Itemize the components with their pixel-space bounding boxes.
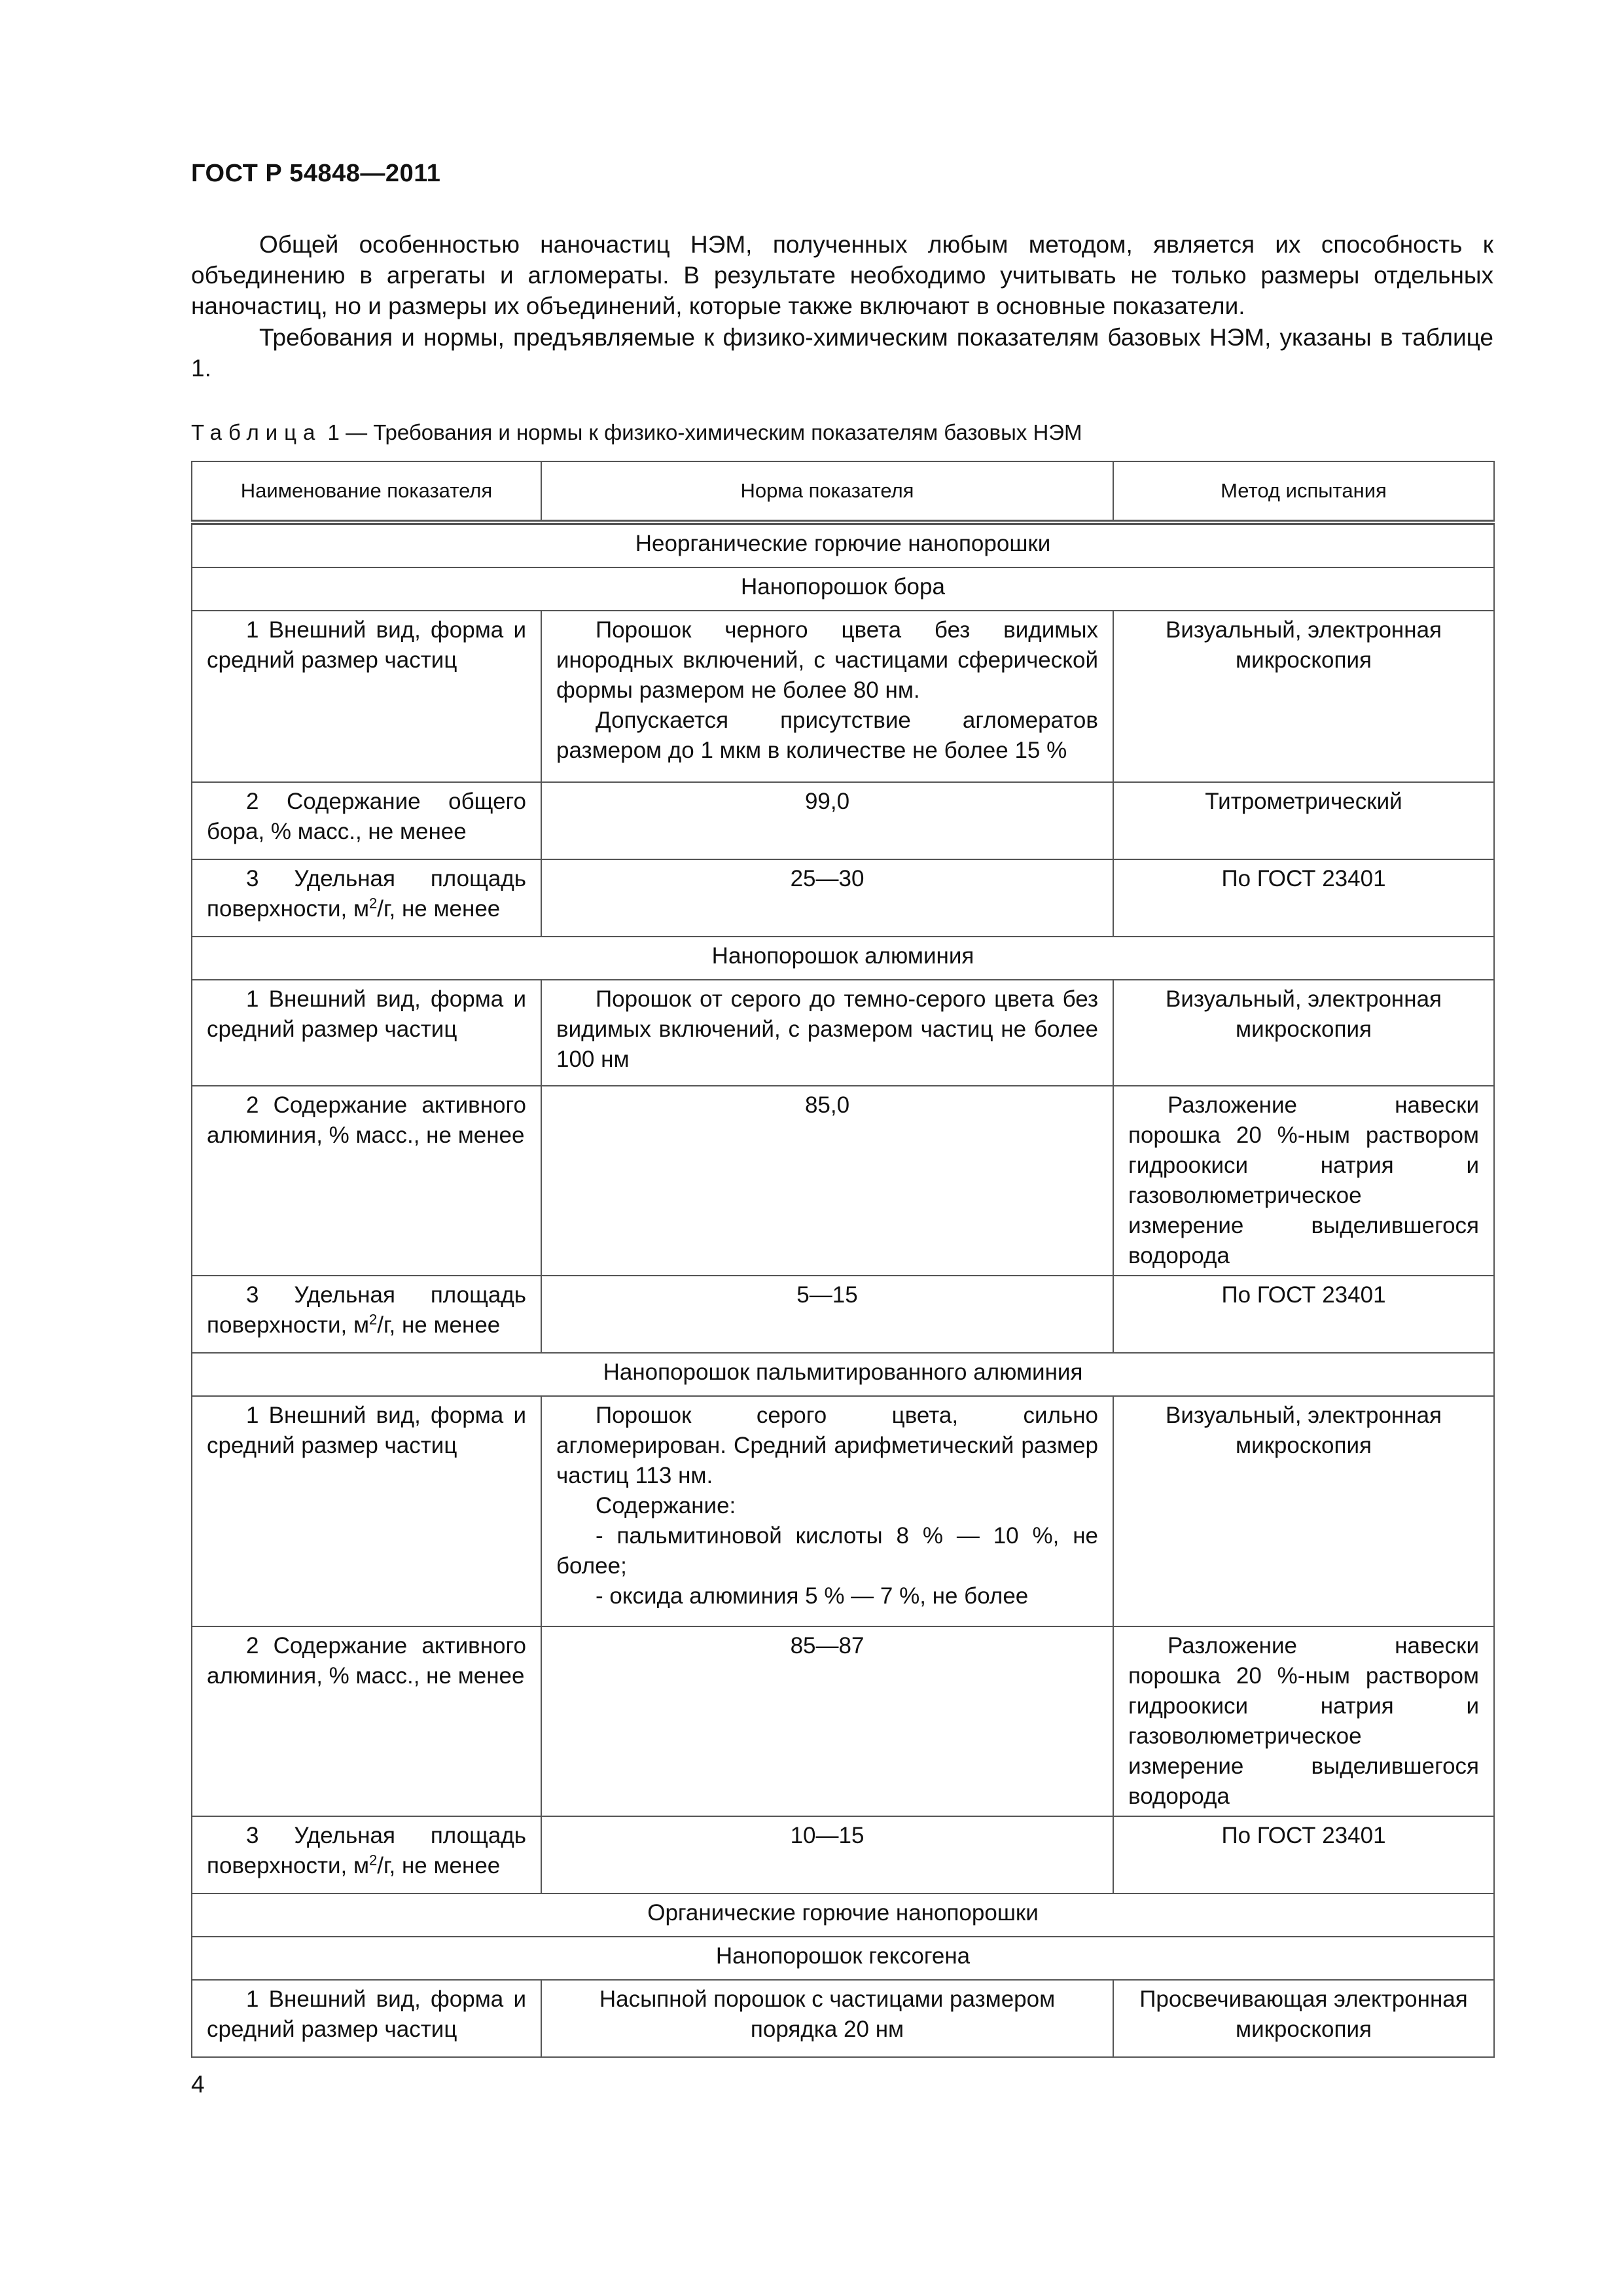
cell-norm-text: Порошок от серого до темно-серого цвета без видимых включений, с размером частиц не более 100 нм [556,986,1098,1072]
table-row [192,522,1494,567]
table-row [192,567,1494,611]
superscript: 2 [369,1852,378,1869]
table-row [192,1980,1494,2057]
cell-name-text: 1 Внешний вид, форма и средний размер частиц [207,986,526,1042]
subsection-boron: Нанопорошок бора [192,567,1494,611]
cell-norm [541,1396,1113,1626]
cell-norm: 10—15 [541,1816,1113,1893]
cell-name-text: 1 Внешний вид, форма и средний размер частиц [207,617,526,673]
table-row [192,980,1494,1086]
table-caption-title: 1 — Требования и нормы к физико-химическим показателям базовых НЭМ [321,420,1082,444]
cell-name-text: /г, не менее [377,1853,501,1878]
cell-name [192,1276,541,1353]
cell-method: Просвечивающая электронная микроскопия [1113,1980,1494,2057]
cell-norm-text: Допускается присутствие агломератов размером до 1 мкм в количестве не более 15 % [556,708,1098,763]
cell-name [192,980,541,1086]
cell-name [192,782,541,859]
cell-name [192,1816,541,1893]
table-caption [191,420,1082,445]
cell-name-text: 3 Удельная площадь поверхности, м [207,866,526,922]
cell-name [192,1980,541,2057]
table-row [192,859,1494,937]
table-row [192,1937,1494,1980]
cell-name-text: 3 Удельная площадь поверхности, м [207,1823,526,1878]
requirements-table [191,461,1495,2058]
cell-name [192,1626,541,1816]
cell-norm: 5—15 [541,1276,1113,1353]
cell-name [192,859,541,937]
cell-method: Визуальный, электронная микроскопия [1113,1396,1494,1626]
cell-name-text: 1 Внешний вид, форма и средний размер частиц [207,1403,526,1458]
paragraph-table-reference [191,322,1493,384]
cell-method-text: Разложение навески порошка 20 %-ным раствором гидроокиси натрия и газоволюметрическое измерение выделившегося водорода [1128,1092,1479,1268]
section-organic: Органические горючие нанопорошки [192,1893,1494,1937]
cell-norm-text: - оксида алюминия 5 % — 7 %, не более [596,1583,1029,1609]
cell-norm: 85,0 [541,1086,1113,1276]
table-header-row [192,461,1494,522]
header-test-method: Метод испытания [1113,461,1494,522]
section-inorganic: Неорганические горючие нанопорошки [192,522,1494,567]
paragraph-table-reference-text: Требования и нормы, предъявляемые к физико-химическим показателям базовых НЭМ, указаны в таблице 1. [191,324,1493,382]
cell-method: Визуальный, электронная микроскопия [1113,611,1494,782]
table-caption-label: Таблица [191,420,322,444]
cell-norm: 25—30 [541,859,1113,937]
cell-method [1113,1086,1494,1276]
cell-method: Титрометрический [1113,782,1494,859]
cell-norm [541,611,1113,782]
table-row [192,937,1494,980]
cell-norm [541,980,1113,1086]
cell-name-text: 2 Содержание активного алюминия, % масс., не менее [207,1633,526,1689]
header-indicator-norm: Норма показателя [541,461,1113,522]
cell-norm: Насыпной порошок с частицами размером порядка 20 нм [541,1980,1113,2057]
table-row [192,782,1494,859]
cell-method: По ГОСТ 23401 [1113,859,1494,937]
table-row [192,1276,1494,1353]
cell-norm: 99,0 [541,782,1113,859]
cell-method: По ГОСТ 23401 [1113,1816,1494,1893]
subsection-hexogen: Нанопорошок гексогена [192,1937,1494,1980]
page-number: 4 [191,2071,205,2098]
cell-norm-text: - пальмитиновой кислоты 8 % — 10 %, не более; [556,1523,1098,1579]
cell-norm-text: Содержание: [596,1493,736,1518]
cell-norm-text: Порошок серого цвета, сильно агломерирован. Средний арифметический размер частиц 113 нм. [556,1403,1098,1488]
cell-name-text: 3 Удельная площадь поверхности, м [207,1282,526,1338]
paragraph-intro-text: Общей особенностью наночастиц НЭМ, полученных любым методом, является их способность к объединению в агрегаты и агломераты. В результате необходимо учитывать не только размеры отдельных наночастиц, но и размеры их объединений, которые также включают в основные показатели. [191,231,1493,319]
table-row [192,1396,1494,1626]
cell-norm-text: Порошок черного цвета без видимых инородных включений, с частицами сферической формы размером не более 80 нм. [556,617,1098,703]
cell-norm: 85—87 [541,1626,1113,1816]
table-row [192,1353,1494,1396]
subsection-palmitated-aluminum: Нанопорошок пальмитированного алюминия [192,1353,1494,1396]
cell-method-text: Разложение навески порошка 20 %-ным раствором гидроокиси натрия и газоволюметрическое измерение выделившегося водорода [1128,1633,1479,1809]
cell-method [1113,1626,1494,1816]
subsection-aluminum: Нанопорошок алюминия [192,937,1494,980]
header-indicator-name: Наименование показателя [192,461,541,522]
document-code: ГОСТ Р 54848—2011 [191,160,441,187]
cell-method: Визуальный, электронная микроскопия [1113,980,1494,1086]
cell-name-text: 2 Содержание активного алюминия, % масс., не менее [207,1092,526,1148]
table-row [192,1626,1494,1816]
cell-name-text: 2 Содержание общего бора, % масс., не менее [207,789,526,844]
cell-name-text: /г, не менее [377,1312,501,1338]
superscript: 2 [369,895,378,912]
table-row [192,1893,1494,1937]
superscript: 2 [369,1311,378,1328]
table-row [192,611,1494,782]
paragraph-intro [191,229,1493,321]
cell-name-text: 1 Внешний вид, форма и средний размер частиц [207,1986,526,2042]
cell-name [192,1086,541,1276]
cell-method: По ГОСТ 23401 [1113,1276,1494,1353]
cell-name-text: /г, не менее [377,896,501,922]
table-row [192,1816,1494,1893]
cell-name [192,1396,541,1626]
table-row [192,1086,1494,1276]
cell-name [192,611,541,782]
